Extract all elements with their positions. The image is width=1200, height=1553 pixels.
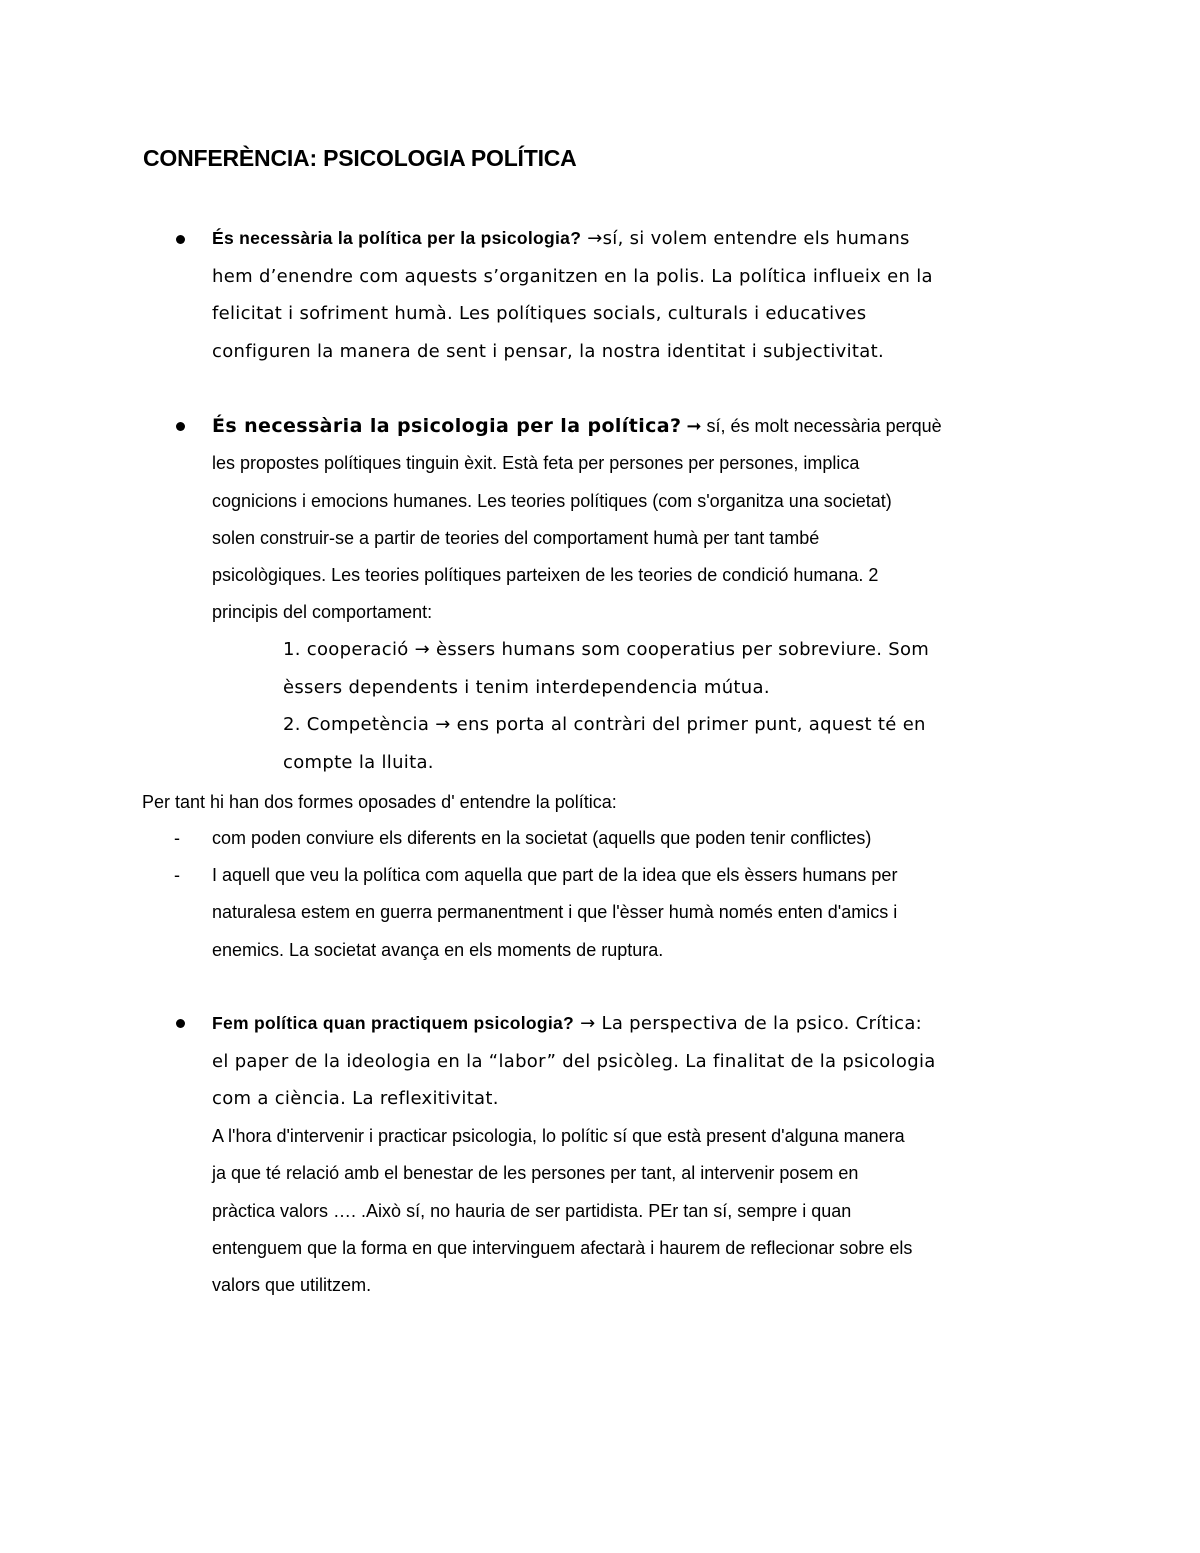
section-2-question: És necessària la psicologia per la política? [212, 415, 682, 437]
dash-item-line: com poden conviure els diferents en la societat (aquells que poden tenir conflictes) [212, 828, 872, 848]
section-1-line: hem d’enendre com aquests s’organitzen en la polis. La política influeix en la [212, 265, 933, 287]
dash-item-line: I aquell que veu la política com aquella que part de la idea que els èssers humans per [212, 865, 898, 885]
section-3-body-line: valors que utilitzem. [212, 1275, 372, 1296]
section-3-line: el paper de la ideologia en la “labor” del psicòleg. La finalitat de la psicologia [212, 1050, 936, 1072]
section-1-question: És necessària la política per la psicologia? [212, 228, 582, 248]
section-2-answer: ➞ sí, és molt necessària perquè [686, 416, 942, 436]
principle-item-line: èssers dependents i tenim interdependencia mútua. [283, 676, 770, 698]
section-1 [212, 220, 1062, 370]
dash-marker: - [174, 865, 180, 885]
section-3 [212, 1005, 1062, 1118]
principle-item-line: 1. cooperació → èssers humans som cooperatius per sobreviure. Som [283, 639, 930, 660]
section-3-body [212, 1118, 1062, 1304]
dash-marker: - [174, 828, 180, 848]
section-1-answer: →sí, si volem entendre els humans [587, 228, 910, 249]
dash-item [212, 857, 1062, 969]
section-3-answer: → La perspectiva de la psico. Crítica: [580, 1013, 923, 1034]
section-3-line: com a ciència. La reflexitivitat. [212, 1088, 499, 1109]
principle-item-line: compte la lluita. [283, 751, 434, 773]
section-3-question: Fem política quan practiquem psicologia? [212, 1013, 575, 1033]
section-1-first-line [212, 220, 1062, 258]
section-3-body-line: pràctica valors …. .Això sí, no hauria de ser partidista. PEr tan sí, sempre i quan [212, 1200, 852, 1221]
principles-list [283, 631, 1063, 781]
section-3-body-line: ja que té relació amb el benestar de les persones per tant, al intervenir posem en [212, 1163, 859, 1184]
section-2-line: cognicions i emocions humanes. Les teories polítiques (com s'organitza una societat) [212, 490, 892, 511]
section-1-line: felicitat i sofriment humà. Les polítiques socials, culturals i educatives [212, 303, 867, 324]
dash-item-line: enemics. La societat avança en els moments de ruptura. [212, 939, 664, 960]
bullet-icon [176, 1019, 185, 1028]
section-3-first-line [212, 1005, 1062, 1043]
section-3-body-line: A l'hora d'intervenir i practicar psicologia, lo polític sí que està present d'alguna manera [212, 1126, 905, 1146]
principle-item-line: 2. Competència → ens porta al contràri del primer punt, aquest té en [283, 714, 926, 735]
section-2-line: psicològiques. Les teories polítiques parteixen de les teories de condició humana. 2 [212, 565, 879, 586]
section-2 [212, 408, 1062, 632]
section-2-first-line [212, 408, 1062, 445]
document-title: CONFERÈNCIA: PSICOLOGIA POLÍTICA [143, 145, 577, 171]
dash-item-line: naturalesa estem en guerra permanentment i que l'èsser humà només enten d'amics i [212, 902, 898, 923]
section-2-line: principis del comportament: [212, 602, 433, 623]
dash-item [212, 820, 1062, 857]
bullet-icon [176, 235, 185, 244]
transition-paragraph: Per tant hi han dos formes oposades d' entendre la política: [142, 792, 617, 812]
section-2-line: les propostes polítiques tinguin èxit. Està feta per persones per persones, implica [212, 453, 860, 474]
bullet-icon [176, 422, 185, 431]
section-1-line: configuren la manera de sent i pensar, la nostra identitat i subjectivitat. [212, 340, 884, 362]
section-3-body-line: entenguem que la forma en que intervinguem afectarà i haurem de reflecionar sobre els [212, 1237, 913, 1258]
section-2-line: solen construir-se a partir de teories del comportament humà per tant també [212, 527, 820, 548]
